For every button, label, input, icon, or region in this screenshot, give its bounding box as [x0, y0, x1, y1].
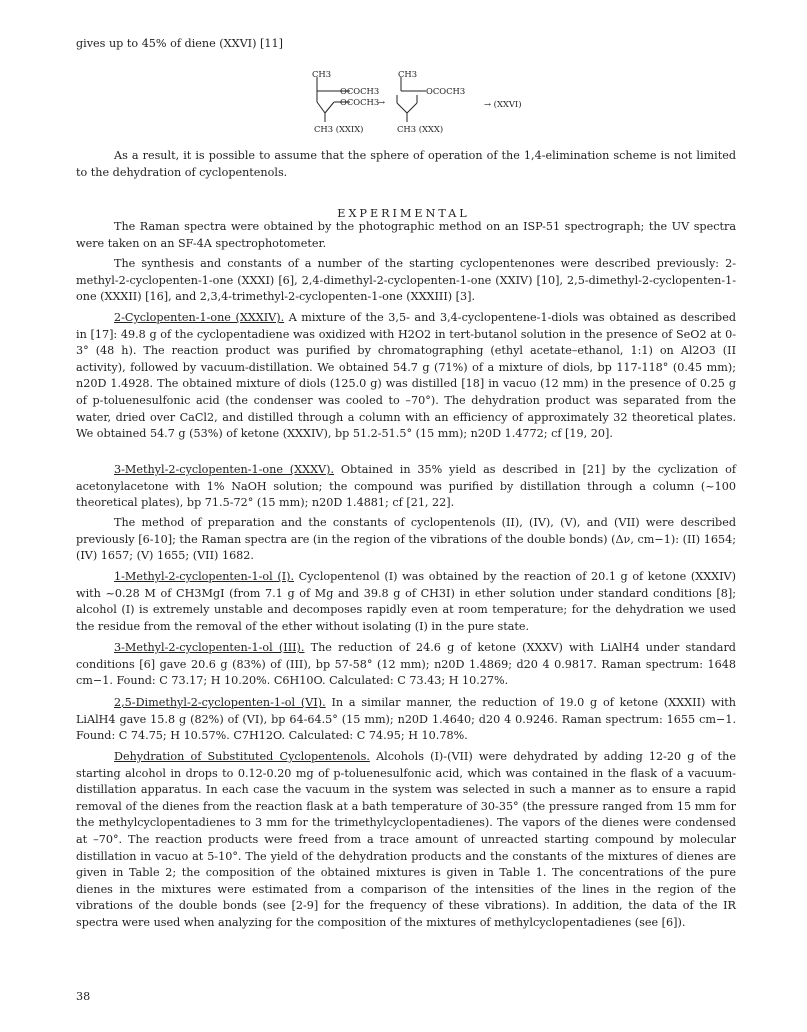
- scheme-arrow-1: →: [378, 97, 386, 107]
- methylcyclopentenol-body: Cyclopentenol (I) was obtained by the reaction of 20.1 g of ketone (XXXIV) with ~0.28 M of CH3MgI (from 7.1 g of Mg and 39.8 g of CH3I) in ether solution under standard conditions [8]; alcohol (I) is extremely unstable and decomposes rapidly even at room temperature; for the dehydration we used the residue from the removal of the ether without isolating (I) in the pure state.: [76, 570, 736, 633]
- 3methylcyclopentenol-paragraph: [76, 640, 736, 690]
- 3methylcyclopentenol-body: The reduction of 24.6 g of ketone (XXXV) with LiAlH4 under standard conditions [6] gave 20.6 g (83%) of (III), bp 57-58° (12 mm); n20D 1.4869; d20 4 0.9817. Raman spectrum: 1648 cm−1. Found: C 73.17; H 10.20%. C6H10O. Calculated: C 73.43; H 10.27%.: [76, 641, 736, 688]
- page-number: 38: [76, 990, 91, 1003]
- dehydration-paragraph: [76, 749, 736, 932]
- result-paragraph: As a result, it is possible to assume that the sphere of operation of the 1,4-elimination scheme is not limited to the dehydration of cyclopentenols.: [76, 149, 736, 179]
- dehydration-title: Dehydration of Substituted Cyclopentenols.: [114, 750, 370, 763]
- cyclopentenone-body: A mixture of the 3,5- and 3,4-cyclopentene-1-diols was obtained as described in [17]: 49.8 g of the cyclopentadiene was oxidized with H2O2 in tert-butanol solution in the presence of SeO2 at 0-3° (48 h). The reaction product was purified by chromatographing (ethyl acetate–ethanol, 1:1) on Al2O3 (II activity), followed by vacuum-distillation. We obtained 54.7 g (71%) of a mixture of diols, bp 117-118° (0.45 mm); n20D 1.4928. The obtained mixture of diols (125.0 g) was distilled [18] in vacuo (12 mm) in the presence of 0.25 g of p-toluenesulfonic acid (the condenser was cooled to –70°). The dehydration product was separated from the water, dried over CaCl2, and distilled through a column with an efficiency of approximately 32 theoretical plates. We obtained 54.7 g (53%) of ketone (XXXIV), bp 51.2-51.5° (15 mm); n20D 1.4772; cf [19, 20].: [76, 311, 736, 441]
- methylcyclopentenone-title: 3-Methyl-2-cyclopenten-1-one (XXXV).: [114, 463, 335, 476]
- synthesis-paragraph: The synthesis and constants of a number of the starting cyclopentenones were described previously: 2-methyl-2-cyclopenten-1-one (XXXI) [6], 2,4-dimethyl-2-cyclopenten-1-one (XXIV) [10], 2,5-dimethyl-2-cyclopenten-1-one (XXXII) [16], and 2,3,4-trimethyl-2-cyclopenten-1-one (XXXIII) [3].: [76, 257, 736, 304]
- 3methylcyclopentenol-title: 3-Methyl-2-cyclopenten-1-ol (III).: [114, 641, 305, 654]
- spectra-paragraph: The Raman spectra were obtained by the photographic method on an ISP-51 spectrograph; the UV spectra were taken on an SF-4A spectrophotometer.: [76, 220, 736, 250]
- scheme-ch3-top-2: CH3: [398, 69, 418, 79]
- cyclopentenone-paragraph: [76, 310, 736, 443]
- method-paragraph: The method of preparation and the constants of cyclopentenols (II), (IV), (V), and (VII) were described previously [6-10]; the Raman spectra are (in the region of the vibrations of the double bonds) (Δν, cm−1): (II) 1654; (IV) 1657; (V) 1655; (VII) 1682.: [76, 516, 736, 563]
- intro-text: gives up to 45% of diene (XXVI) [11]: [76, 37, 283, 50]
- methylcyclopentenol-paragraph: [76, 569, 736, 635]
- scheme-ch3-top-1: CH3: [312, 69, 332, 79]
- methylcyclopentenone-paragraph: [76, 462, 736, 512]
- cyclopentenone-title: 2-Cyclopenten-1-one (XXXIV).: [114, 311, 285, 324]
- scheme-ococh3-1a: OCOCH3: [340, 86, 380, 96]
- section-heading: EXPERIMENTAL: [337, 207, 470, 220]
- scheme-ococh3-1b: OCOCH3: [340, 97, 380, 107]
- methylcyclopentenol-title: 1-Methyl-2-cyclopenten-1-ol (I).: [114, 570, 295, 583]
- intro-line: [76, 36, 736, 53]
- scheme-arrow-2: → (XXVI): [484, 99, 522, 109]
- scheme-label-xxx: CH3 (XXX): [397, 124, 444, 134]
- methylcyclopentenone-body: Obtained in 35% yield as described in [21] by the cyclization of acetonylacetone with 1% NaOH solution; the compound was purified by distillation through a column (~100 theoretical plates), bp 71.5-72° (15 mm); n20D 1.4881; cf [21, 22].: [76, 463, 736, 510]
- dimethylcyclopentenol-title: 2,5-Dimethyl-2-cyclopenten-1-ol (VI).: [114, 696, 326, 709]
- reaction-scheme: [300, 65, 560, 145]
- dehydration-body: Alcohols (I)-(VII) were dehydrated by adding 12-20 g of the starting alcohol in drops to 0.12-0.20 mg of p-toluenesulfonic acid, which was contained in the flask of a vacuum-distillation apparatus. In each case the vacuum in the system was selected in such a manner as to ensure a rapid removal of the dienes from the reaction flask at a bath temperature of 30-35° (the pressure ranged from 15 mm for the methylcyclopentadienes to 3 mm for the trimethylcyclopentadienes). The vapors of the dienes were condensed at –70°. The reaction products were freed from a trace amount of unreacted starting compound by molecular distillation in vacuo at 5-10°. The yield of the dehydration products and the constants of the mixtures of dienes are given in Table 2; the composition of the obtained mixtures is given in Table 1. The concentrations of the pure dienes in the mixtures were estimated from a comparison of the intensities of the lines in the region of the vibrations of the double bonds (see [2-9] for the frequency of these vibrations). In addition, the data of the IR spectra were used when analyzing for the composition of the mixtures of methylcyclopentadienes (see [6]).: [76, 750, 736, 929]
- scheme-label-xxix: CH3 (XXIX): [314, 124, 364, 134]
- dimethylcyclopentenol-paragraph: [76, 695, 736, 745]
- scheme-ococh3-2: OCOCH3: [426, 86, 466, 96]
- dimethylcyclopentenol-body: In a similar manner, the reduction of 19.0 g of ketone (XXXII) with LiAlH4 gave 15.8 g (82%) of (VI), bp 64-64.5° (15 mm); n20D 1.4640; d20 4 0.9246. Raman spectrum: 1655 cm−1. Found: C 74.75; H 10.57%. C7H12O. Calculated: C 74.95; H 10.78%.: [76, 696, 737, 743]
